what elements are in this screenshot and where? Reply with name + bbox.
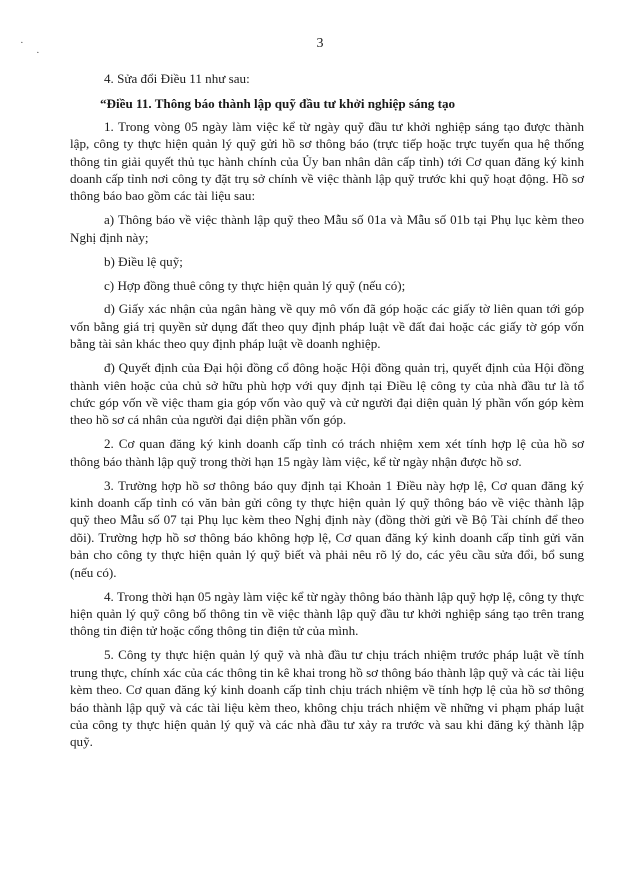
paragraph: b) Điều lệ quỹ;: [104, 253, 183, 269]
paragraph: 5. Công ty thực hiện quản lý quỹ và nhà đầu tư chịu trách nhiệm trước pháp luật về tính trung thực, chính xác của các thông tin kê khai trong hồ sơ thông báo thành lập quỹ và các tài liệu kèm theo. Cơ quan đăng ký kinh doanh cấp tỉnh chịu trách nhiệm về tính hợp lệ của hồ sơ thông báo thành lập quỹ và các tài liệu kèm theo, không chịu trách nhiệm về những vi phạm pháp luật của công ty thực hiện quản lý quỹ và các nhà đầu tư xảy ra trước và sau khi đăng ký thành lập quỹ.: [70, 647, 584, 750]
scan-speck: ·: [20, 37, 24, 49]
scan-speck: ·: [36, 47, 40, 59]
paragraph: 2. Cơ quan đăng ký kinh doanh cấp tỉnh có trách nhiệm xem xét tính hợp lệ của hồ sơ thông báo thành lập quỹ trong thời hạn 15 ngày làm việc, kể từ ngày nhận được hồ sơ.: [70, 436, 584, 469]
paragraph: 1. Trong vòng 05 ngày làm việc kể từ ngày quỹ đầu tư khởi nghiệp sáng tạo được thành lập, công ty thực hiện quản lý quỹ gửi hồ sơ thông báo (trực tiếp hoặc trực tuyến qua hệ thống thông tin giải quyết thủ tục hành chính của Ủy ban nhân dân cấp tỉnh) tới Cơ quan đăng ký kinh doanh cấp tỉnh nơi công ty đặt trụ sở chính về việc thành lập quỹ trước khi quỹ hoạt động. Hồ sơ thông báo bao gồm các tài liệu sau:: [70, 118, 584, 204]
paragraph: c) Hợp đồng thuê công ty thực hiện quản lý quỹ (nếu có);: [104, 277, 406, 293]
paragraph: a) Thông báo về việc thành lập quỹ theo Mẫu số 01a và Mẫu số 01b tại Phụ lục kèm theo Nghị định này;: [70, 212, 584, 245]
page-number: 3: [316, 36, 324, 51]
document-body: [70, 70, 584, 757]
paragraph: đ) Quyết định của Đại hội đồng cổ đông hoặc Hội đồng quản trị, quyết định của Hội đồng thành viên hoặc của chủ sở hữu phù hợp với quy định tại Điều lệ công ty của nhà đầu tư là tổ chức góp vốn về việc tham gia góp vốn vào quỹ và cử người đại diện quản lý phần vốn góp kèm theo hồ sơ cá nhân của người đại diện phần vốn góp.: [70, 360, 584, 428]
paragraph: 4. Trong thời hạn 05 ngày làm việc kể từ ngày thông báo thành lập quỹ hợp lệ, công ty thực hiện quản lý quỹ công bố thông tin về việc thành lập quỹ đầu tư khởi nghiệp sáng tạo trên trang thông tin điện tử hoặc cổng thông tin điện tử của mình.: [70, 588, 584, 639]
amendment-clause: 4. Sửa đổi Điều 11 như sau:: [104, 71, 250, 86]
paragraph: d) Giấy xác nhận của ngân hàng về quy mô vốn đã góp hoặc các giấy tờ liên quan tới góp vốn bằng giá trị quyền sử dụng đất theo quy định pháp luật về đất đai hoặc các giấy tờ góp vốn bằng tài sản khác theo quy định pháp luật về doanh nghiệp.: [70, 301, 584, 352]
article-title: “Điều 11. Thông báo thành lập quỹ đầu tư khởi nghiệp sáng tạo: [100, 96, 456, 112]
paragraph: 3. Trường hợp hồ sơ thông báo quy định tại Khoản 1 Điều này hợp lệ, Cơ quan đăng ký kinh doanh cấp tỉnh có văn bản gửi công ty thực hiện quản lý quỹ thông báo về việc thành lập quỹ theo Mẫu số 07 tại Phụ lục kèm theo Nghị định này (đồng thời gửi về Bộ Tài chính để theo dõi). Trường hợp hồ sơ thông báo không hợp lệ, Cơ quan đăng ký kinh doanh cấp tỉnh gửi văn bản cho công ty thực hiện quản lý quỹ biết và phải nêu rõ lý do, các yêu cầu sửa đổi, bổ sung (nếu có).: [70, 477, 584, 580]
